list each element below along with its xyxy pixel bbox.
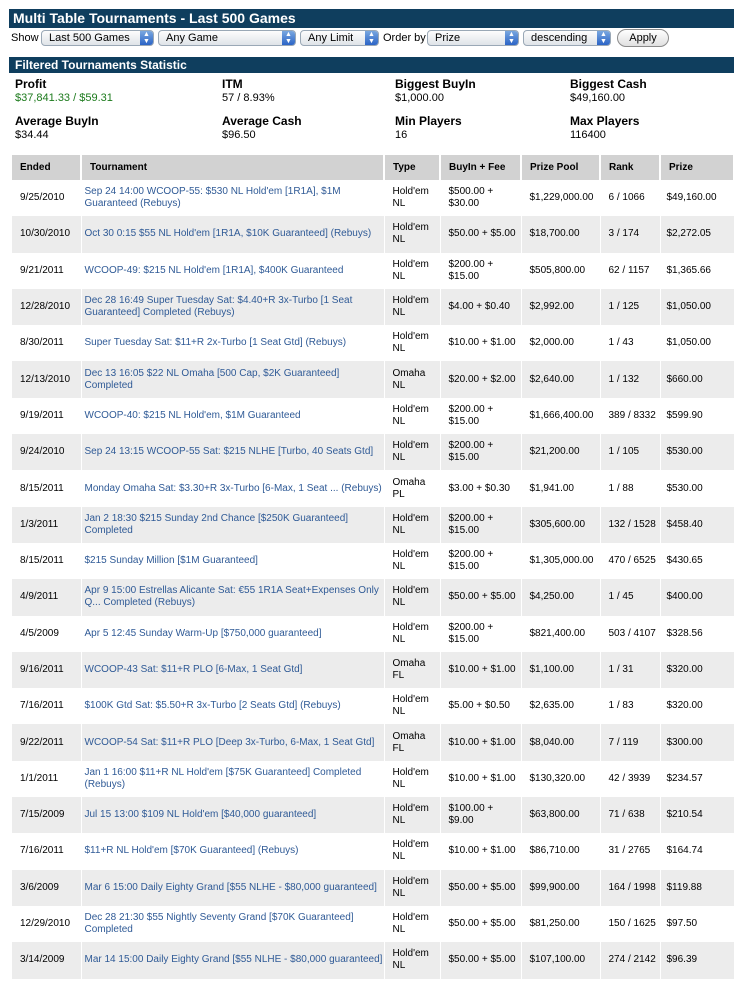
cell-type: Hold'em NL (384, 688, 440, 724)
cell-prize: $400.00 (660, 579, 734, 615)
cell-tournament-link[interactable]: Jan 2 18:30 $215 Sunday 2nd Chance [$250K Guaranteed] Completed (81, 507, 384, 543)
stat-label: ITM (222, 77, 243, 91)
page-title: Multi Table Tournaments - Last 500 Games (9, 9, 734, 28)
cell-rank: 62 / 1157 (600, 253, 660, 289)
cell-tournament-link[interactable]: Jan 1 16:00 $11+R NL Hold'em [$75K Guaranteed] Completed (Rebuys) (81, 761, 384, 797)
cell-buyin: $50.00 + $5.00 (440, 216, 521, 252)
cell-ended: 4/5/2009 (12, 616, 81, 652)
cell-buyin: $50.00 + $5.00 (440, 579, 521, 615)
stat-value: $34.44 (15, 129, 49, 141)
cell-tournament-link[interactable]: Mar 6 15:00 Daily Eighty Grand [$55 NLHE - $80,000 guaranteed] (81, 870, 384, 906)
cell-buyin: $200.00 + $15.00 (440, 253, 521, 289)
cell-buyin: $200.00 + $15.00 (440, 507, 521, 543)
show-select[interactable] (41, 30, 154, 46)
stat-min-players (395, 114, 462, 142)
cell-prize: $320.00 (660, 652, 734, 688)
show-label: Show (11, 32, 39, 44)
select-arrows-icon: ▲ ▼ (597, 31, 610, 45)
cell-ended: 3/14/2009 (12, 942, 81, 978)
cell-rank: 164 / 1998 (600, 870, 660, 906)
cell-rank: 150 / 1625 (600, 906, 660, 942)
header-buyin[interactable]: BuyIn + Fee (440, 155, 521, 180)
table-row (12, 870, 734, 906)
table-row (12, 470, 734, 506)
cell-buyin: $200.00 + $15.00 (440, 543, 521, 579)
table-row (12, 724, 734, 760)
stat-value: $1,000.00 (395, 92, 444, 104)
cell-rank: 470 / 6525 (600, 543, 660, 579)
cell-prize-pool: $305,600.00 (521, 507, 600, 543)
cell-type: Hold'em NL (384, 579, 440, 615)
cell-prize-pool: $821,400.00 (521, 616, 600, 652)
table-row (12, 253, 734, 289)
header-rank[interactable]: Rank (600, 155, 660, 180)
cell-type: Hold'em NL (384, 906, 440, 942)
table-row (12, 434, 734, 470)
cell-tournament-link[interactable]: Oct 30 0:15 $55 NL Hold'em [1R1A, $10K Guaranteed] (Rebuys) (81, 216, 384, 252)
cell-type: Hold'em NL (384, 325, 440, 361)
order-select-value: Prize (435, 32, 461, 44)
cell-buyin: $200.00 + $15.00 (440, 398, 521, 434)
cell-rank: 6 / 1066 (600, 180, 660, 216)
cell-prize-pool: $21,200.00 (521, 434, 600, 470)
cell-buyin: $10.00 + $1.00 (440, 761, 521, 797)
cell-prize: $660.00 (660, 361, 734, 397)
cell-rank: 31 / 2765 (600, 833, 660, 869)
cell-rank: 42 / 3939 (600, 761, 660, 797)
cell-buyin: $10.00 + $1.00 (440, 325, 521, 361)
table-row (12, 325, 734, 361)
cell-prize-pool: $2,635.00 (521, 688, 600, 724)
cell-tournament-link[interactable]: Dec 13 16:05 $22 NL Omaha [500 Cap, $2K Guaranteed] Completed (81, 361, 384, 397)
cell-ended: 9/24/2010 (12, 434, 81, 470)
cell-rank: 1 / 31 (600, 652, 660, 688)
stat-label: Max Players (570, 114, 640, 128)
cell-tournament-link[interactable]: Sep 24 13:15 WCOOP-55 Sat: $215 NLHE [Turbo, 40 Seats Gtd] (81, 434, 384, 470)
stat-label: Biggest BuyIn (395, 77, 476, 91)
cell-buyin: $50.00 + $5.00 (440, 906, 521, 942)
cell-tournament-link[interactable]: Dec 28 16:49 Super Tuesday Sat: $4.40+R 3x-Turbo [1 Seat Guaranteed] Completed (Rebuys) (81, 289, 384, 325)
select-arrows-icon: ▲ ▼ (140, 31, 153, 45)
cell-ended: 9/22/2011 (12, 724, 81, 760)
header-type[interactable]: Type (384, 155, 440, 180)
table-row (12, 507, 734, 543)
direction-select[interactable] (523, 30, 611, 46)
cell-prize-pool: $8,040.00 (521, 724, 600, 760)
cell-prize: $234.57 (660, 761, 734, 797)
cell-prize-pool: $1,100.00 (521, 652, 600, 688)
cell-prize-pool: $4,250.00 (521, 579, 600, 615)
cell-ended: 7/16/2011 (12, 688, 81, 724)
show-select-value: Last 500 Games (49, 32, 130, 44)
cell-rank: 1 / 105 (600, 434, 660, 470)
cell-prize: $320.00 (660, 688, 734, 724)
cell-prize: $328.56 (660, 616, 734, 652)
cell-tournament-link[interactable]: Jul 15 13:00 $109 NL Hold'em [$40,000 guaranteed] (81, 797, 384, 833)
cell-prize-pool: $1,941.00 (521, 470, 600, 506)
cell-prize-pool: $505,800.00 (521, 253, 600, 289)
cell-type: Hold'em NL (384, 797, 440, 833)
cell-prize: $1,050.00 (660, 289, 734, 325)
cell-tournament-link[interactable]: Dec 28 21:30 $55 Nightly Seventy Grand [$70K Guaranteed] Completed (81, 906, 384, 942)
cell-prize: $599.90 (660, 398, 734, 434)
cell-buyin: $200.00 + $15.00 (440, 616, 521, 652)
order-select[interactable] (427, 30, 519, 46)
cell-tournament-link[interactable]: Mar 14 15:00 Daily Eighty Grand [$55 NLHE - $80,000 guaranteed] (81, 942, 384, 978)
tournaments-table (12, 155, 735, 979)
cell-prize: $1,365.66 (660, 253, 734, 289)
cell-prize: $97.50 (660, 906, 734, 942)
cell-ended: 4/9/2011 (12, 579, 81, 615)
cell-tournament-link[interactable]: $100K Gtd Sat: $5.50+R 3x-Turbo [2 Seats Gtd] (Rebuys) (81, 688, 384, 724)
cell-tournament-link[interactable]: $11+R NL Hold'em [$70K Guaranteed] (Rebuys) (81, 833, 384, 869)
cell-type: Omaha FL (384, 652, 440, 688)
table-row (12, 761, 734, 797)
table-row (12, 942, 734, 978)
cell-prize-pool: $18,700.00 (521, 216, 600, 252)
cell-ended: 1/1/2011 (12, 761, 81, 797)
cell-prize-pool: $2,000.00 (521, 325, 600, 361)
cell-tournament-link[interactable]: $215 Sunday Million [$1M Guaranteed] (81, 543, 384, 579)
order-label: Order by (383, 32, 426, 44)
cell-prize: $300.00 (660, 724, 734, 760)
cell-rank: 503 / 4107 (600, 616, 660, 652)
stat-max-players (570, 114, 639, 142)
filter-bar (9, 29, 734, 49)
cell-buyin: $10.00 + $1.00 (440, 833, 521, 869)
cell-buyin: $4.00 + $0.40 (440, 289, 521, 325)
table-row (12, 797, 734, 833)
stat-label: Average Cash (222, 114, 302, 128)
cell-prize: $530.00 (660, 434, 734, 470)
header-tournament[interactable]: Tournament (81, 155, 384, 180)
limit-select-value: Any Limit (308, 32, 354, 44)
cell-prize-pool: $1,305,000.00 (521, 543, 600, 579)
cell-tournament-link[interactable]: Sep 24 14:00 WCOOP-55: $530 NL Hold'em [1R1A], $1M Guaranteed (Rebuys) (81, 180, 384, 216)
table-row (12, 616, 734, 652)
table-row (12, 398, 734, 434)
stat-biggest-cash (570, 77, 647, 105)
cell-ended: 12/13/2010 (12, 361, 81, 397)
cell-prize-pool: $1,666,400.00 (521, 398, 600, 434)
cell-tournament-link[interactable]: Apr 9 15:00 Estrellas Alicante Sat: €55 1R1A Seat+Expenses Only Q... Completed (Rebuys) (81, 579, 384, 615)
cell-rank: 1 / 132 (600, 361, 660, 397)
cell-tournament-link[interactable]: WCOOP-54 Sat: $11+R PLO [Deep 3x-Turbo, 6-Max, 1 Seat Gtd] (81, 724, 384, 760)
table-row (12, 688, 734, 724)
cell-prize-pool: $107,100.00 (521, 942, 600, 978)
apply-button[interactable]: Apply (617, 29, 669, 47)
cell-type: Hold'em NL (384, 543, 440, 579)
limit-select[interactable] (300, 30, 379, 46)
select-arrows-icon: ▲ ▼ (365, 31, 378, 45)
header-prize-pool[interactable]: Prize Pool (521, 155, 600, 180)
cell-rank: 1 / 83 (600, 688, 660, 724)
table-row (12, 180, 734, 216)
stat-label: Profit (15, 77, 47, 91)
cell-type: Hold'em NL (384, 289, 440, 325)
game-select[interactable] (158, 30, 296, 46)
cell-tournament-link[interactable]: WCOOP-40: $215 NL Hold'em, $1M Guaranteed (81, 398, 384, 434)
cell-rank: 71 / 638 (600, 797, 660, 833)
cell-type: Hold'em NL (384, 833, 440, 869)
cell-rank: 3 / 174 (600, 216, 660, 252)
stat-value: $49,160.00 (570, 92, 626, 104)
table-row (12, 652, 734, 688)
cell-buyin: $10.00 + $1.00 (440, 724, 521, 760)
cell-tournament-link[interactable]: WCOOP-49: $215 NL Hold'em [1R1A], $400K Guaranteed (81, 253, 384, 289)
cell-ended: 1/3/2011 (12, 507, 81, 543)
cell-ended: 7/15/2009 (12, 797, 81, 833)
cell-tournament-link[interactable]: WCOOP-43 Sat: $11+R PLO [6-Max, 1 Seat Gtd] (81, 652, 384, 688)
stats-header: Filtered Tournaments Statistic (9, 57, 734, 73)
table-row (12, 289, 734, 325)
cell-ended: 8/15/2011 (12, 543, 81, 579)
cell-type: Omaha PL (384, 470, 440, 506)
cell-type: Hold'em NL (384, 216, 440, 252)
cell-type: Hold'em NL (384, 870, 440, 906)
cell-prize: $119.88 (660, 870, 734, 906)
cell-ended: 10/30/2010 (12, 216, 81, 252)
cell-type: Hold'em NL (384, 761, 440, 797)
cell-rank: 389 / 8332 (600, 398, 660, 434)
cell-prize-pool: $2,640.00 (521, 361, 600, 397)
stat-itm (222, 77, 275, 105)
stat-label: Biggest Cash (570, 77, 647, 91)
cell-buyin: $100.00 + $9.00 (440, 797, 521, 833)
table-body (12, 180, 734, 979)
cell-prize-pool: $63,800.00 (521, 797, 600, 833)
stat-value: 16 (395, 129, 408, 141)
cell-prize: $430.65 (660, 543, 734, 579)
cell-prize: $164.74 (660, 833, 734, 869)
cell-prize: $1,050.00 (660, 325, 734, 361)
cell-prize-pool: $130,320.00 (521, 761, 600, 797)
stat-profit (15, 77, 113, 105)
cell-rank: 1 / 125 (600, 289, 660, 325)
table-row (12, 833, 734, 869)
cell-prize-pool: $86,710.00 (521, 833, 600, 869)
cell-ended: 8/15/2011 (12, 470, 81, 506)
cell-prize-pool: $99,900.00 (521, 870, 600, 906)
cell-rank: 1 / 43 (600, 325, 660, 361)
cell-ended: 3/6/2009 (12, 870, 81, 906)
cell-type: Hold'em NL (384, 180, 440, 216)
cell-rank: 1 / 45 (600, 579, 660, 615)
header-prize[interactable]: Prize (660, 155, 734, 180)
game-select-value: Any Game (166, 32, 218, 44)
table-row (12, 361, 734, 397)
table-row (12, 579, 734, 615)
cell-ended: 12/28/2010 (12, 289, 81, 325)
table-row (12, 543, 734, 579)
table-header-row (12, 155, 734, 180)
cell-buyin: $5.00 + $0.50 (440, 688, 521, 724)
cell-ended: 9/21/2011 (12, 253, 81, 289)
select-arrows-icon: ▲ ▼ (282, 31, 295, 45)
cell-prize: $49,160.00 (660, 180, 734, 216)
cell-rank: 7 / 119 (600, 724, 660, 760)
cell-prize: $2,272.05 (660, 216, 734, 252)
cell-tournament-link[interactable]: Monday Omaha Sat: $3.30+R 3x-Turbo [6-Max, 1 Seat ... (Rebuys) (81, 470, 384, 506)
cell-buyin: $10.00 + $1.00 (440, 652, 521, 688)
cell-buyin: $3.00 + $0.30 (440, 470, 521, 506)
stat-biggest-buyin (395, 77, 476, 105)
cell-tournament-link[interactable]: Super Tuesday Sat: $11+R 2x-Turbo [1 Seat Gtd] (Rebuys) (81, 325, 384, 361)
cell-prize: $530.00 (660, 470, 734, 506)
cell-type: Omaha FL (384, 724, 440, 760)
cell-buyin: $20.00 + $2.00 (440, 361, 521, 397)
cell-prize-pool: $1,229,000.00 (521, 180, 600, 216)
table-row (12, 216, 734, 252)
stat-value: 57 / 8.93% (222, 92, 275, 104)
stat-label: Average BuyIn (15, 114, 99, 128)
cell-rank: 1 / 88 (600, 470, 660, 506)
stat-value: 116400 (570, 129, 606, 141)
stat-average-cash (222, 114, 302, 142)
cell-prize-pool: $2,992.00 (521, 289, 600, 325)
cell-buyin: $50.00 + $5.00 (440, 870, 521, 906)
cell-type: Hold'em NL (384, 434, 440, 470)
cell-prize-pool: $81,250.00 (521, 906, 600, 942)
header-ended[interactable]: Ended (12, 155, 81, 180)
cell-ended: 7/16/2011 (12, 833, 81, 869)
cell-ended: 8/30/2011 (12, 325, 81, 361)
cell-ended: 12/29/2010 (12, 906, 81, 942)
cell-type: Hold'em NL (384, 253, 440, 289)
stat-value: $96.50 (222, 129, 256, 141)
cell-ended: 9/16/2011 (12, 652, 81, 688)
cell-type: Hold'em NL (384, 398, 440, 434)
stat-value: $37,841.33 / $59.31 (15, 92, 113, 104)
cell-type: Omaha NL (384, 361, 440, 397)
cell-rank: 132 / 1528 (600, 507, 660, 543)
cell-buyin: $200.00 + $15.00 (440, 434, 521, 470)
direction-select-value: descending (531, 32, 588, 44)
cell-ended: 9/25/2010 (12, 180, 81, 216)
cell-prize: $458.40 (660, 507, 734, 543)
table-row (12, 906, 734, 942)
cell-type: Hold'em NL (384, 942, 440, 978)
cell-type: Hold'em NL (384, 616, 440, 652)
cell-type: Hold'em NL (384, 507, 440, 543)
stat-average-buyin (15, 114, 99, 142)
cell-prize: $96.39 (660, 942, 734, 978)
select-arrows-icon: ▲ ▼ (505, 31, 518, 45)
stat-label: Min Players (395, 114, 462, 128)
cell-ended: 9/19/2011 (12, 398, 81, 434)
cell-buyin: $50.00 + $5.00 (440, 942, 521, 978)
cell-tournament-link[interactable]: Apr 5 12:45 Sunday Warm-Up [$750,000 guaranteed] (81, 616, 384, 652)
cell-rank: 274 / 2142 (600, 942, 660, 978)
cell-buyin: $500.00 + $30.00 (440, 180, 521, 216)
cell-prize: $210.54 (660, 797, 734, 833)
